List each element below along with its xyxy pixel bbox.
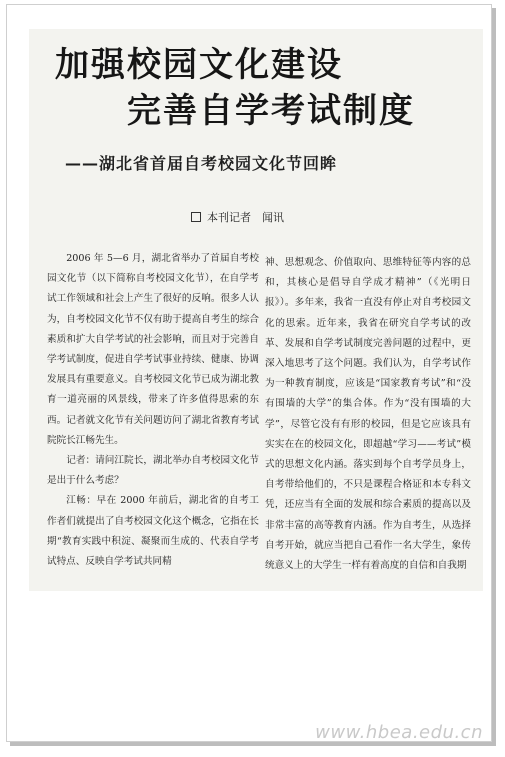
byline-text: 本刊记者 闻讯: [207, 211, 284, 224]
article-subtitle: ——湖北省首届自考校园文化节回眸: [65, 154, 338, 173]
paragraph-intro: 2006 年 5—6 月，湖北省举办了首届自考校园文化节（以下简称自考校园文化节），在自学考试工作领域和社会上产生了很好的反响。很多人认为，自考校园文化节不仅有助于提高自考生的综合素质和扩大自学考试的社会影响，而且对于完善自学考试制度，促进自学考试事业持续、健康、协调发展具有重要意义。自考校园文化节已成为湖北教育一道亮丽的风景线，带来了许多值得思索的东西。记者就文化节有关问题访问了湖北省教育考试院院长江畅先生。: [47, 253, 259, 446]
site-watermark: www.hbea.edu.cn: [315, 722, 483, 743]
photo-frame: [6, 4, 492, 742]
paragraph-answer-continued: 神、思想观念、价值取向、思维特征等内容的总和，其核心是倡导自学成才精神”（《光明日报》）。多年来，我省一直没有停止对自考校园文化的思索。近年来，我省在研究自学考试的改革、发展和自学考试制度完善问题的过程中，更深入地思考了这个问题。我们认为，自学考试作为一种教育制度，应该是“国家教育考试”和“没有围墙的大学”的集合体。作为“没有围墙的大学”，尽管它没有有形的校园，但是它应该具有实实在在的校园文化，即超越“学习——考试”模式的思想文化内涵。落实到每个自考学员身上，自考带给他们的，不只是课程合格证和本专科文凭，还应当有全面的发展和综合素质的提高以及非常丰富的高等教育内涵。作为自考生，从选择自考开始，就应当把自己看作一名大学生，象传统意义上的大学生一样有着高度的自信和自我期: [265, 257, 471, 572]
byline: [191, 209, 284, 225]
left-column: [47, 249, 259, 572]
scanned-page: [29, 29, 483, 591]
right-column: [265, 253, 471, 576]
paragraph-answer-start: 江畅：早在 2000 年前后，湖北省的自考工作者们就提出了自考校园文化这个概念，它指在长期“教育实践中积淀、凝聚而生成的、代表自学考试特点、反映自学考试共同精: [47, 495, 259, 568]
paragraph-question: 记者：请问江院长，湖北举办自考校园文化节是出于什么考虑？: [47, 455, 259, 487]
article-title-line2: 完善自学考试制度: [127, 91, 415, 131]
square-bullet-icon: [191, 212, 201, 222]
article-title-line1: 加强校园文化建设: [55, 45, 343, 85]
